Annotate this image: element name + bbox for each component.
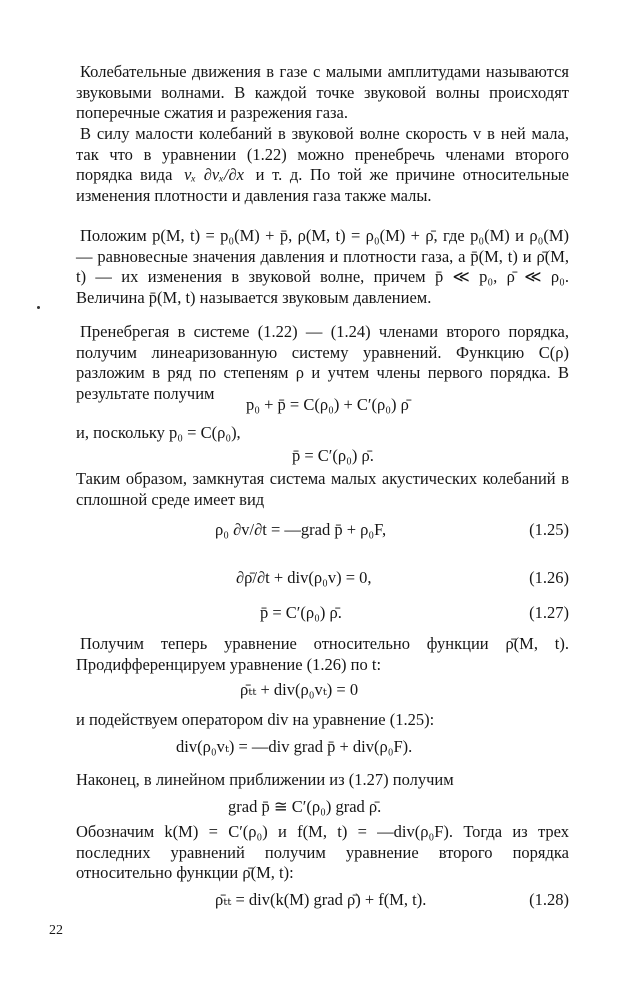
equation-continuity: ∂ρ̄/∂t + div(ρ₀v) = 0, bbox=[236, 568, 372, 587]
paragraph-derive-density: Получим теперь уравнение относительно функции ρ̄(M, t). Продифференцируем уравнение (1.26) по t: bbox=[76, 634, 569, 674]
equation-number-1-25: (1.25) bbox=[529, 520, 569, 539]
inline-formula-vx-dvx-dx: vₓ ∂vₓ/∂x bbox=[184, 165, 244, 185]
equation-sound-pressure: p̄ = C′(ρ₀) ρ̄. bbox=[292, 446, 374, 465]
equation-number-1-28: (1.28) bbox=[529, 890, 569, 909]
equation-number-1-27: (1.27) bbox=[529, 603, 569, 622]
equation-state: p̄ = C′(ρ₀) ρ̄. bbox=[260, 603, 342, 622]
equation-div-momentum: div(ρ₀vₜ) = —div grad p̄ + div(ρ₀F). bbox=[176, 737, 413, 756]
equation-pressure-expansion: p₀ + p̄ = C(ρ₀) + C′(ρ₀) ρ̄ bbox=[246, 395, 409, 414]
equation-momentum: ρ₀ ∂v/∂t = —grad p̄ + ρ₀F, bbox=[215, 520, 387, 539]
paragraph-closed-system: Таким образом, замкнутая система малых акустических колебаний в сплошной среде имеет вид bbox=[76, 469, 569, 509]
paragraph-small-oscillations bbox=[76, 124, 569, 206]
paragraph-finally: Наконец, в линейном приближении из (1.27) получим bbox=[76, 770, 454, 789]
paragraph-apply-div: и подействуем оператором div на уравнение (1.25): bbox=[76, 710, 435, 729]
paragraph-definitions: Положим p(M, t) = p₀(M) + p̄, ρ(M, t) = ρ₀(M) + ρ̄, где p₀(M) и ρ₀(M) — равновесные значения давления и плотности газа, а p̄(M, t) и ρ̄(M, t) — их изменения в звуковой волне, причем p̄ ≪ p₀, ρ̄ ≪ ρ₀. Величина p̄(M, t) называется звуковым давлением. bbox=[76, 226, 569, 307]
paragraph-since: и, поскольку p₀ = C(ρ₀), bbox=[76, 423, 241, 442]
paragraph-small-oscillations-text-a: В силу малости колебаний в звуковой волне скорость v в ней мала, так что в уравнении (1.22) можно пренебречь членами второго порядка вида bbox=[76, 124, 569, 185]
paragraph-sound-waves: Колебательные движения в газе с малыми амплитудами называются звуковыми волнами. В каждой точке звуковой волны происходят поперечные сжатия и разрежения газа. bbox=[76, 62, 569, 123]
equation-wave-density: ρ̄ₜₜ = div(k(M) grad ρ̄) + f(M, t). bbox=[215, 890, 427, 909]
paragraph-notation: Обозначим k(M) = C′(ρ₀) и f(M, t) = —div(ρ₀F). Тогда из трех последних уравнений получим уравнение второго порядка относительно функции ρ̄(M, t): bbox=[76, 822, 569, 883]
equation-differentiated-continuity: ρ̄ₜₜ + div(ρ₀vₜ) = 0 bbox=[240, 680, 359, 699]
equation-gradient-relation: grad p̄ ≅ C′(ρ₀) grad ρ̄. bbox=[228, 797, 382, 816]
paragraph-linearization: Пренебрегая в системе (1.22) — (1.24) членами второго порядка, получим линеаризованную систему уравнений. Функцию C(ρ) разложим в ряд по степеням ρ и учтем члены первого порядка. В результате получим bbox=[76, 322, 569, 403]
equation-number-1-26: (1.26) bbox=[529, 568, 569, 587]
margin-dot-mark bbox=[37, 306, 40, 309]
page-number: 22 bbox=[49, 923, 63, 938]
paragraph-small-oscillations-text-b: и т. д. По той же причине относительные изменения плотности и давления газа также малы. bbox=[76, 165, 570, 205]
